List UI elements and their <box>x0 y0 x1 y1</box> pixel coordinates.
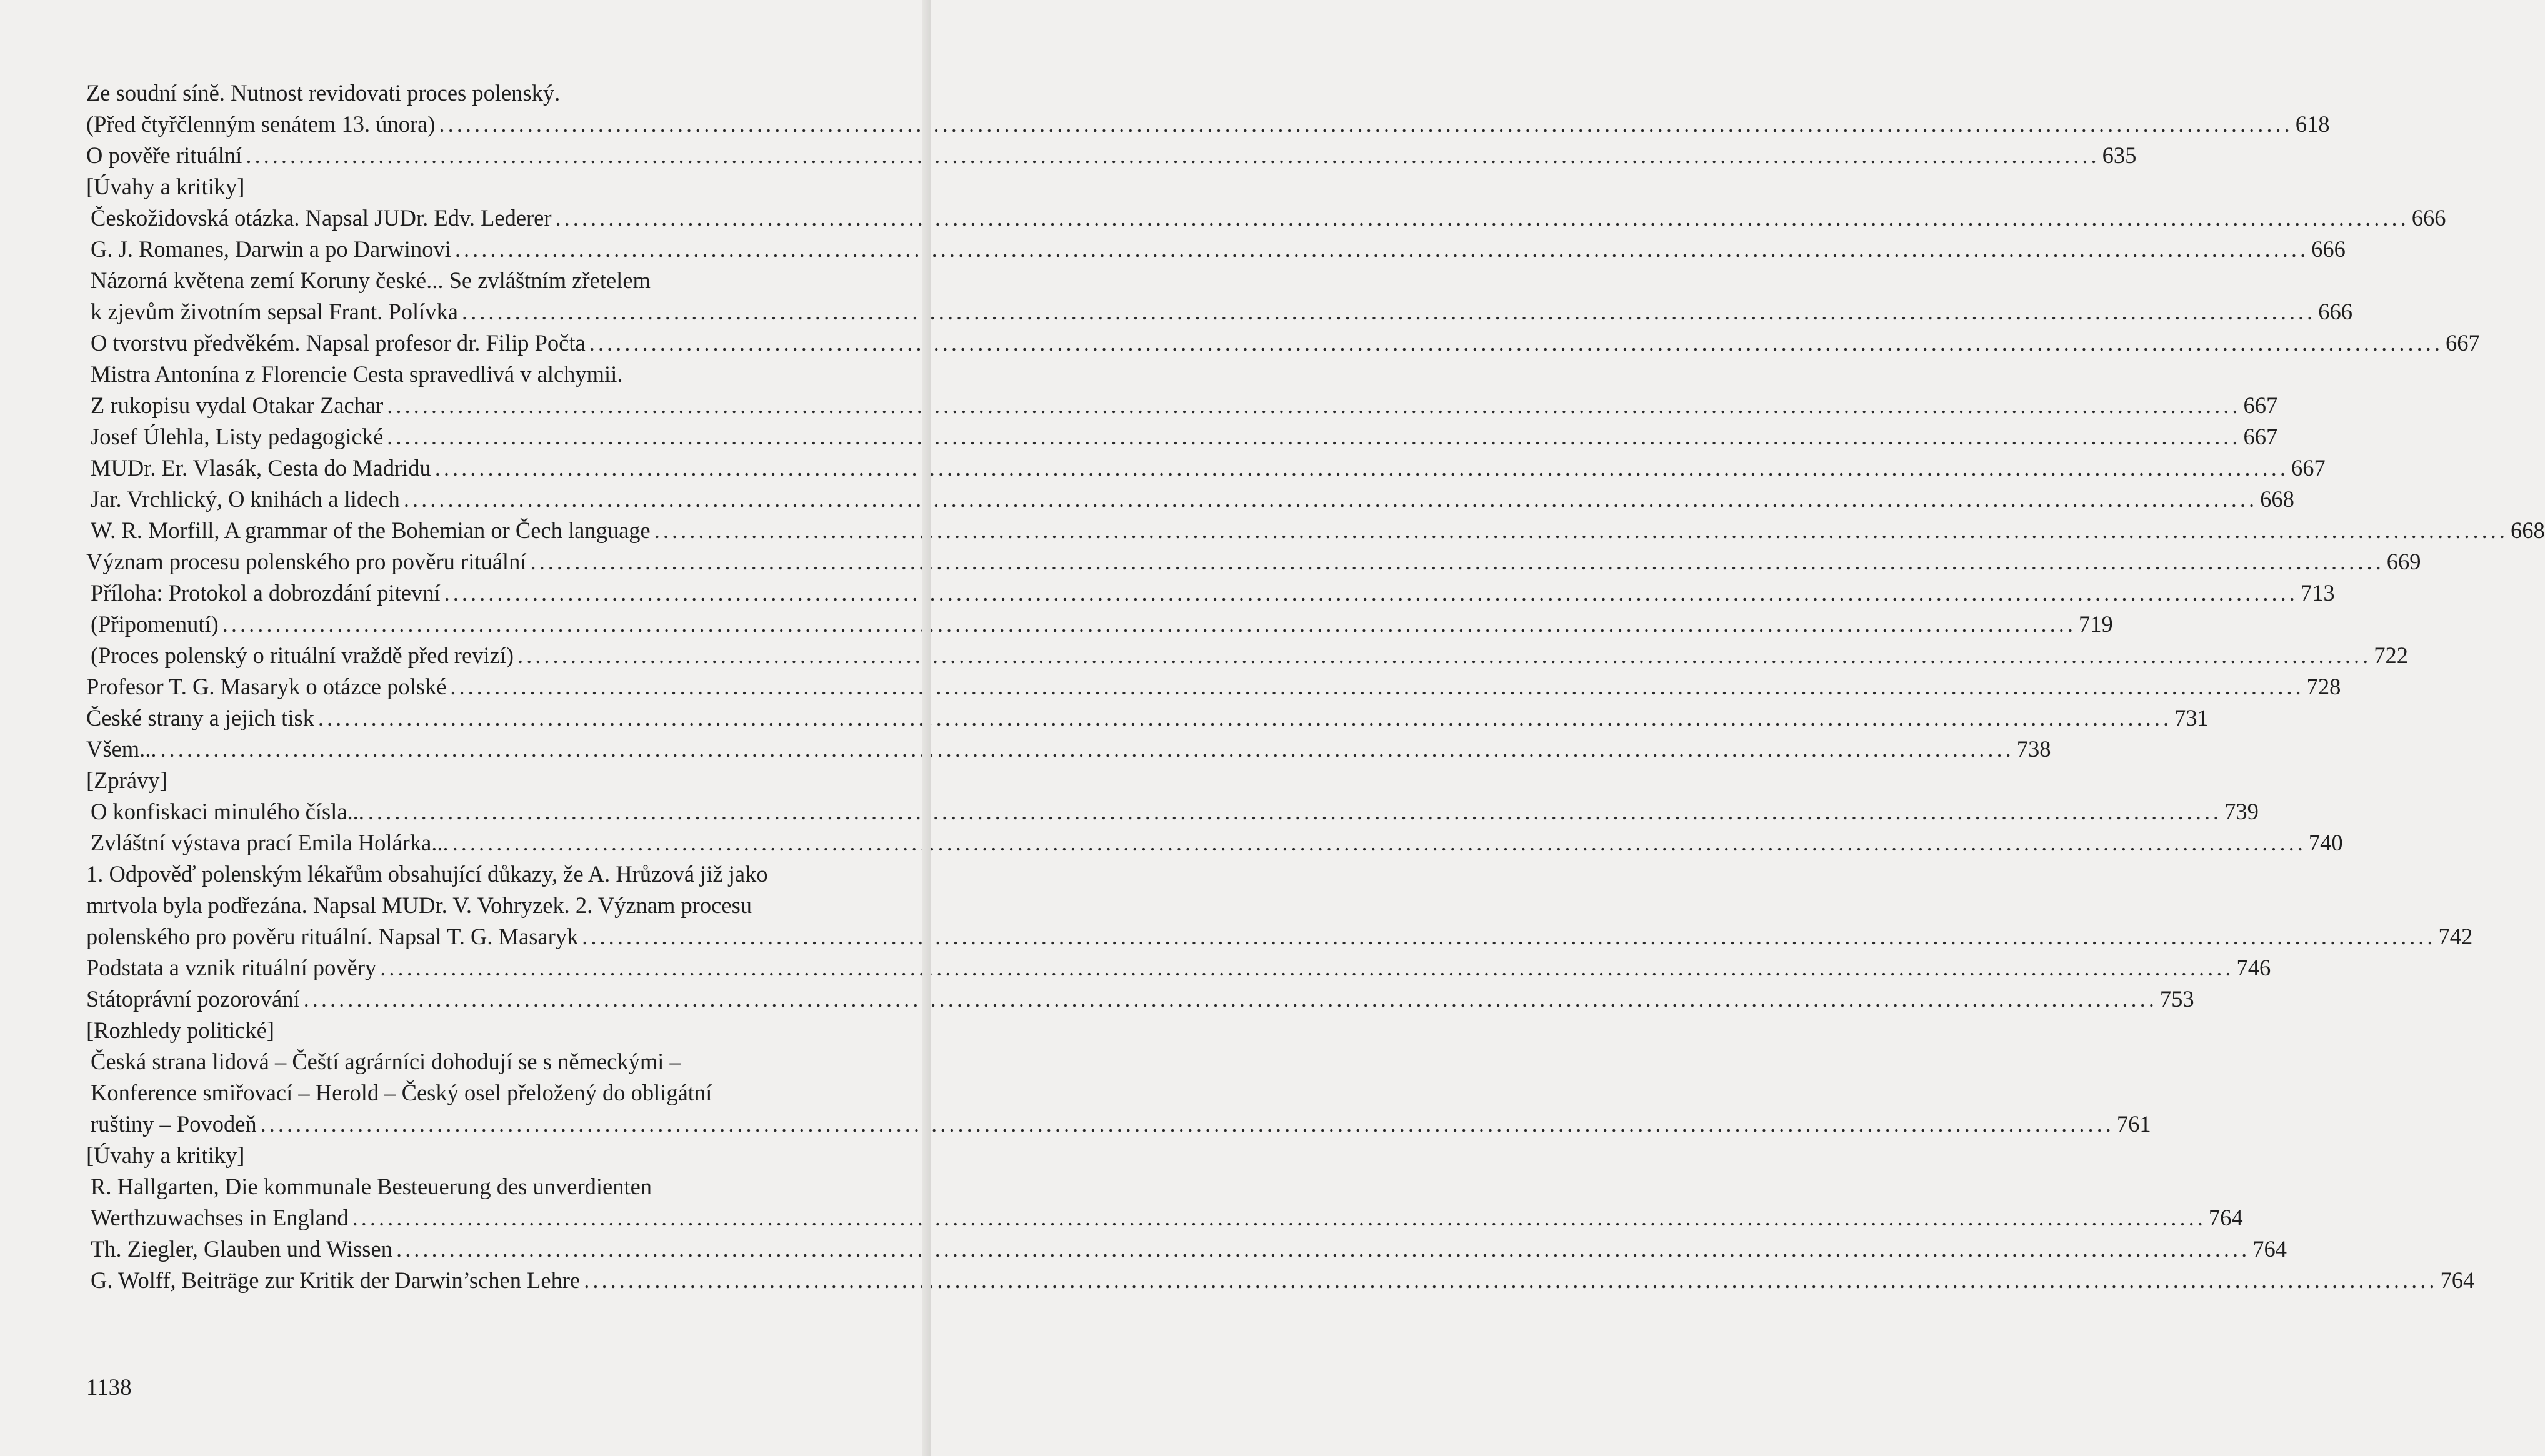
dot-leader <box>452 827 2306 859</box>
toc-entry-title: Z rukopisu vydal Otakar Zachar <box>91 392 384 418</box>
toc-entry-page: 666 <box>2311 236 2346 262</box>
toc-entry-title: Th. Ziegler, Glauben und Wissen <box>91 1236 392 1262</box>
toc-entry-title: polenského pro pověru rituální. Napsal T. G. Masaryk <box>86 924 579 949</box>
toc-entry-row <box>86 671 2341 702</box>
dot-leader <box>161 734 2014 765</box>
toc-entry-title: Josef Úlehla, Listy pedagogické <box>91 424 384 449</box>
toc-entry <box>86 452 2326 484</box>
toc-entry-page: 635 <box>2102 142 2137 168</box>
toc-entry <box>86 734 2051 765</box>
toc-entry-title: Jar. Vrchlický, O knihách a lidech <box>91 486 400 512</box>
dot-leader <box>246 140 2099 171</box>
toc-entry <box>86 577 2335 609</box>
dot-leader <box>444 577 2298 609</box>
toc-entry-title: Příloha: Protokol a dobrozdání pitevní <box>91 580 441 606</box>
toc-entry-line: Česká strana lidová – Čeští agrárníci dohodují se s německými – <box>91 1049 681 1074</box>
toc-entry-row <box>91 484 2294 515</box>
toc-entry <box>86 421 2278 452</box>
dot-leader <box>518 640 2371 671</box>
dot-leader <box>368 796 2222 827</box>
toc-entry-page: 742 <box>2438 924 2473 949</box>
toc-entry-row <box>86 734 2051 765</box>
toc-entry-title: (Připomenutí) <box>91 611 219 637</box>
toc-entry-title: Zvláštní výstava prací Emila Holárka... <box>91 830 449 855</box>
toc-entry-title: O tvorstvu předvěkém. Napsal profesor dr. Filip Počta <box>91 330 586 356</box>
toc-entry-title: W. R. Morfill, A grammar of the Bohemian or Čech language <box>91 517 651 543</box>
toc-entry-title: Význam procesu polenského pro pověru rituální <box>86 549 527 574</box>
toc-entry-row <box>91 827 2343 859</box>
toc-entry <box>86 359 2278 421</box>
dot-leader <box>387 421 2241 452</box>
dot-leader <box>654 515 2508 546</box>
toc-entry-title: Profesor T. G. Masaryk o otázce polské <box>86 674 447 699</box>
toc-entry-page: 719 <box>2079 611 2113 637</box>
toc-entry-page: 666 <box>2318 299 2352 324</box>
toc-entry-page: 618 <box>2295 111 2330 137</box>
toc-entry <box>86 1015 909 1046</box>
toc-entry-page: 728 <box>2306 674 2341 699</box>
dot-leader <box>462 296 2316 327</box>
toc-entry <box>86 859 2473 952</box>
toc-entry-title: (Před čtyřčlenným senátem 13. února) <box>86 111 436 137</box>
toc-entry <box>86 327 2480 359</box>
toc-entry <box>86 1234 2287 1265</box>
toc-entry-line: 1. Odpověď polenským lékařům obsahující důkazy, že A. Hrůzová již jako <box>86 861 768 887</box>
dot-leader <box>435 452 2289 484</box>
toc-entry-page: 667 <box>2243 392 2278 418</box>
toc-entry-title: MUDr. Er. Vlasák, Cesta do Madridu <box>91 455 431 481</box>
toc-entry-row <box>91 577 2335 609</box>
toc-entry-page: 746 <box>2236 955 2271 980</box>
toc-entry <box>86 484 2294 515</box>
toc-entry-line: Mistra Antonína z Florencie Cesta spravedlivá v alchymii. <box>91 361 623 387</box>
toc-entry-page: 667 <box>2243 424 2278 449</box>
toc-entry-row <box>91 452 2326 484</box>
toc-entry-title: Českožidovská otázka. Napsal JUDr. Edv. Lederer <box>91 205 552 231</box>
toc-entry <box>86 827 2343 859</box>
toc-entry <box>86 515 2545 546</box>
page-number: 1138 <box>86 1375 132 1400</box>
toc-entry <box>86 1046 2151 1140</box>
dot-leader <box>450 671 2304 702</box>
dot-leader <box>584 1265 2438 1296</box>
toc-entry-row <box>91 327 2480 359</box>
toc-entry-page: 739 <box>2224 799 2259 824</box>
toc-entry-title: (Proces polenský o rituální vraždě před revizí) <box>91 642 514 668</box>
toc-entry <box>86 671 2341 702</box>
page-edge <box>922 0 931 1456</box>
toc-entry <box>86 1265 2475 1296</box>
toc-entry <box>86 265 2352 327</box>
toc-entry <box>86 1140 909 1171</box>
toc-entry <box>86 140 2137 171</box>
toc-entry-row <box>91 1234 2287 1265</box>
toc-entry-line: Konference smiřovací – Herold – Český osel přeložený do obligátní <box>91 1080 712 1105</box>
toc-entry <box>86 984 2194 1015</box>
toc-entry-page: 722 <box>2374 642 2409 668</box>
table-of-contents <box>86 77 2545 1296</box>
toc-entry-page: 764 <box>2440 1267 2475 1293</box>
toc-entry-page: 666 <box>2411 205 2446 231</box>
toc-entry-title: Werthzuwachses in England <box>91 1205 349 1230</box>
toc-entry-title: O konfiskaci minulého čísla... <box>91 799 364 824</box>
dot-leader <box>589 327 2443 359</box>
toc-entry-line: [Zprávy] <box>86 767 168 793</box>
toc-entry-page: 667 <box>2445 330 2480 356</box>
toc-entry-row <box>86 546 2421 577</box>
toc-entry-row <box>91 1109 2151 1140</box>
toc-entry-row <box>91 640 2409 671</box>
toc-entry-page: 713 <box>2300 580 2335 606</box>
toc-entry-line: [Úvahy a kritiky] <box>86 174 245 199</box>
dot-leader <box>318 702 2172 734</box>
dot-leader <box>387 390 2241 421</box>
dot-leader <box>222 609 2076 640</box>
toc-entry-row <box>91 515 2545 546</box>
toc-entry-title: k zjevům životním sepsal Frant. Polívka <box>91 299 458 324</box>
toc-entry-line: mrtvola byla podřezána. Napsal MUDr. V. Vohryzek. 2. Význam procesu <box>86 892 752 918</box>
toc-entry <box>86 702 2209 734</box>
dot-leader <box>261 1109 2114 1140</box>
toc-entry-title: G. Wolff, Beiträge zur Kritik der Darwin’schen Lehre <box>91 1267 581 1293</box>
toc-entry-row <box>86 952 2271 984</box>
dot-leader <box>304 984 2158 1015</box>
toc-entry-line: Ze soudní síně. Nutnost revidovati proces polenský. <box>86 80 561 106</box>
toc-entry-page: 753 <box>2159 986 2194 1012</box>
dot-leader <box>556 202 2409 234</box>
toc-entry-line: [Úvahy a kritiky] <box>86 1142 245 1168</box>
toc-entry-row <box>91 296 2352 327</box>
toc-entry-page: 761 <box>2116 1111 2151 1137</box>
toc-entry <box>86 609 2113 640</box>
dot-leader <box>352 1202 2206 1234</box>
toc-entry-row <box>91 1202 2243 1234</box>
toc-entry-title: Podstata a vznik rituální pověry <box>86 955 377 980</box>
toc-entry-row <box>91 796 2259 827</box>
toc-entry-row <box>91 234 2346 265</box>
toc-entry <box>86 109 2330 140</box>
toc-entry-page: 740 <box>2308 830 2343 855</box>
toc-entry-page: 668 <box>2260 486 2294 512</box>
dot-leader <box>404 484 2258 515</box>
toc-entry-page: 668 <box>2511 517 2545 543</box>
toc-entry <box>86 77 909 109</box>
toc-entry-line: Názorná květena zemí Koruny české... Se zvláštním zřetelem <box>91 267 651 293</box>
toc-entry-page: 667 <box>2291 455 2326 481</box>
toc-entry-page: 764 <box>2208 1205 2243 1230</box>
toc-entry <box>86 765 909 796</box>
toc-entry <box>86 171 909 202</box>
toc-entry-page: 731 <box>2174 705 2209 730</box>
toc-entry-row <box>86 140 2137 171</box>
toc-entry-page: 764 <box>2252 1236 2287 1262</box>
toc-entry-page: 669 <box>2386 549 2421 574</box>
dot-leader <box>396 1234 2250 1265</box>
toc-entry-line: [Rozhledy politické] <box>86 1017 275 1043</box>
toc-entry-row <box>86 921 2473 952</box>
toc-entry-title: Všem... <box>86 736 157 762</box>
toc-entry <box>86 640 2409 671</box>
dot-leader <box>439 109 2292 140</box>
toc-entry-row <box>91 390 2278 421</box>
toc-entry <box>86 234 2346 265</box>
toc-entry <box>86 546 2421 577</box>
toc-entry-row <box>91 202 2446 234</box>
dot-leader <box>530 546 2384 577</box>
toc-entry-page: 738 <box>2016 736 2051 762</box>
toc-entry-title: ruštiny – Povodeň <box>91 1111 257 1137</box>
toc-entry-row <box>91 609 2113 640</box>
dot-leader <box>582 921 2436 952</box>
toc-entry-row <box>91 1265 2475 1296</box>
toc-entry-title: Státoprávní pozorování <box>86 986 300 1012</box>
toc-entry-row <box>91 421 2278 452</box>
toc-entry-title: České strany a jejich tisk <box>86 705 314 730</box>
dot-leader <box>455 234 2309 265</box>
toc-entry <box>86 1171 2243 1234</box>
toc-entry <box>86 202 2446 234</box>
toc-entry <box>86 952 2271 984</box>
toc-entry-row <box>86 702 2209 734</box>
toc-entry-row <box>86 984 2194 1015</box>
toc-entry-row <box>86 109 2330 140</box>
dot-leader <box>380 952 2234 984</box>
toc-entry-title: O pověře rituální <box>86 142 242 168</box>
toc-entry-line: R. Hallgarten, Die kommunale Besteuerung des unverdienten <box>91 1174 652 1199</box>
toc-entry-title: G. J. Romanes, Darwin a po Darwinovi <box>91 236 451 262</box>
toc-entry <box>86 796 2259 827</box>
